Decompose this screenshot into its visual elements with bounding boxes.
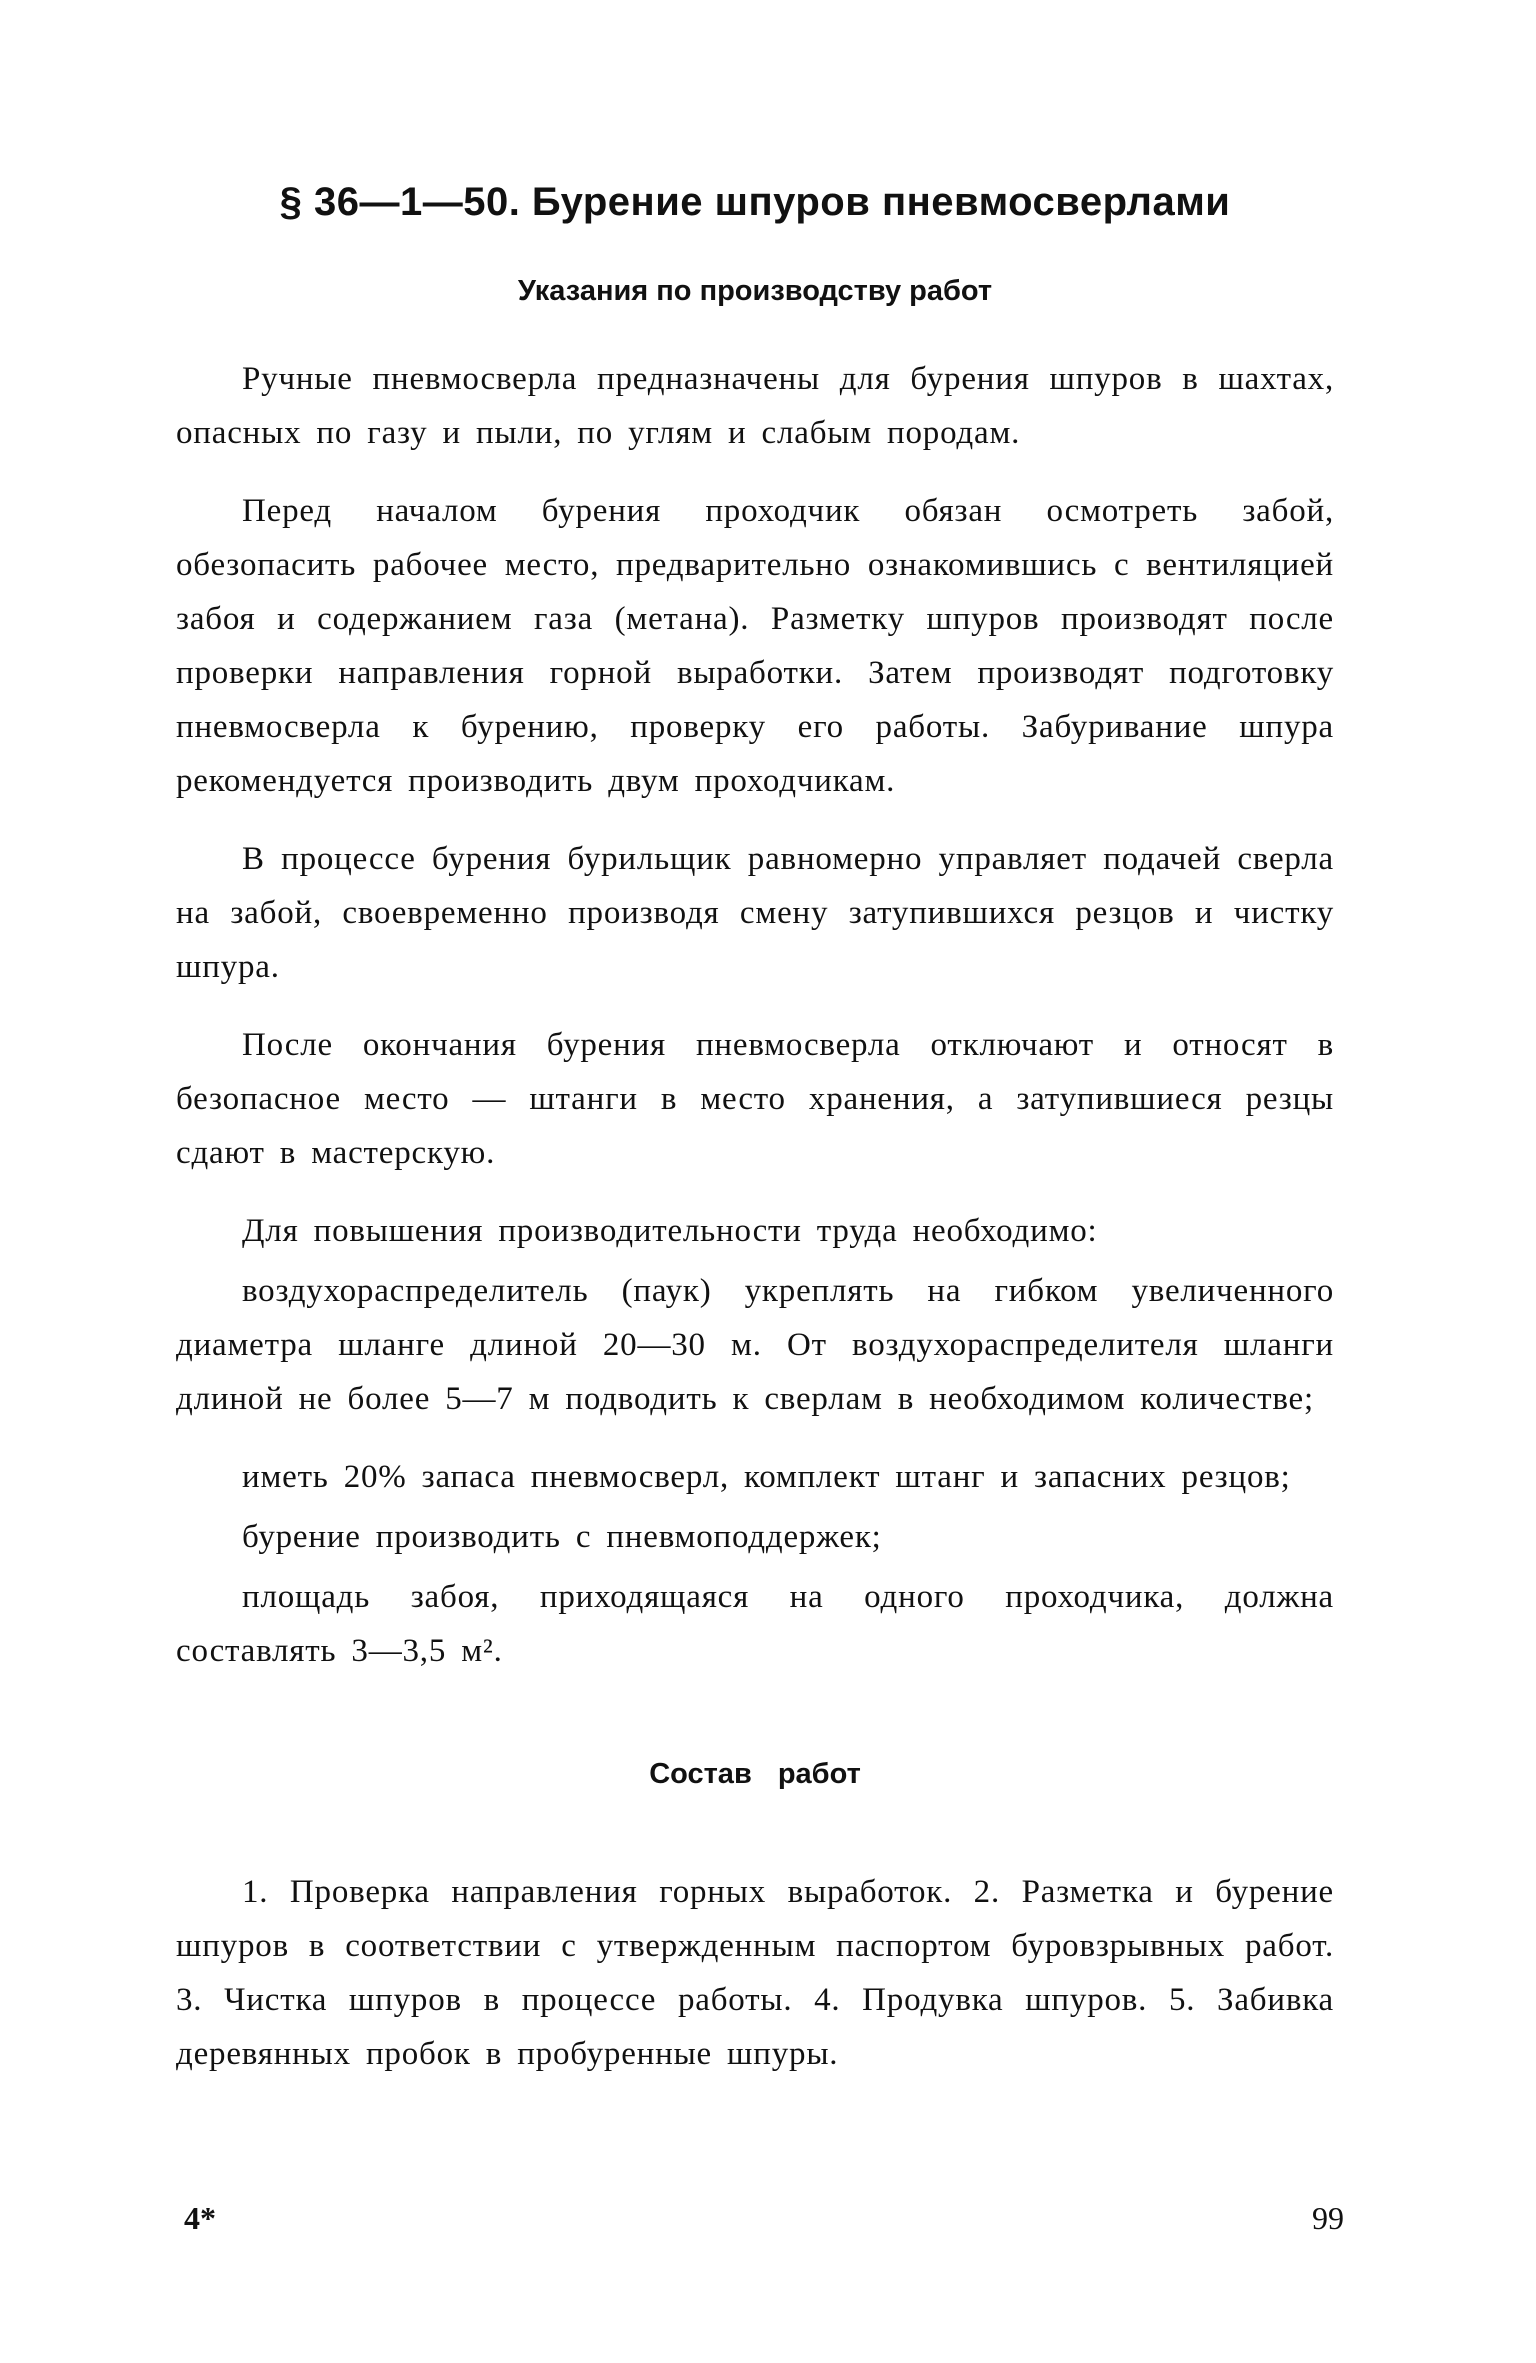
paragraph: Для повышения производительности труда необходимо: xyxy=(242,1213,1098,1249)
works-list: 1. Проверка направления горных выработок. 2. Разметка и бурение шпуров в соответствии с утвержденным паспортом буровзрывных работ. 3. Чистка шпуров в процессе работы. 4. Продувка шпуров. 5. Забивка деревянных пробок в пробуренные шпуры. xyxy=(176,1874,1334,2072)
page-content xyxy=(176,180,1334,2105)
paragraph: После окончания бурения пневмосверла отключают и относят в безопасное место — штанги в место хранения, а затупившиеся резцы сдают в мастерскую. xyxy=(176,1027,1334,1171)
list-item: бурение производить с пневмоподдержек; xyxy=(242,1519,882,1555)
subtitle: Указания по производству работ xyxy=(517,275,993,307)
list-item: площадь забоя, приходящаяся на одного проходчика, должна составлять 3—3,5 м². xyxy=(176,1579,1334,1669)
paragraph: В процессе бурения бурильщик равномерно управляет подачей сверла на забой, своевременно производя смену затупившихся резцов и чистку шпура. xyxy=(176,841,1334,985)
list-item: воздухораспределитель (паук) укреплять на гибком увеличенного диаметра шланге длиной 20—30 м. От воздухораспределителя шланги длиной не более 5—7 м подводить к сверлам в необходимом количестве; xyxy=(176,1273,1334,1417)
paragraph: Перед началом бурения проходчик обязан осмотреть забой, обезопасить рабочее место, предварительно ознакомившись с вентиляцией забоя и содержанием газа (метана). Разметку шпуров производят после проверки направления горной выработки. Затем производят подготовку пневмосверла к бурению, проверку его работы. Забуривание шпура рекомендуется производить двум проходчикам. xyxy=(176,493,1334,799)
paragraph: Ручные пневмосверла предназначены для бурения шпуров в шахтах, опасных по газу и пыли, по углям и слабым породам. xyxy=(176,361,1334,451)
page-number: 99 xyxy=(1312,2200,1344,2236)
page-title: § 36—1—50. Бурение шпуров пневмосверлами xyxy=(279,180,1231,224)
list-item: иметь 20% запаса пневмосверл, комплект штанг и запасних резцов; xyxy=(242,1459,1291,1495)
signature-mark: 4* xyxy=(184,2200,216,2236)
section-title: Состав работ xyxy=(649,1758,861,1790)
